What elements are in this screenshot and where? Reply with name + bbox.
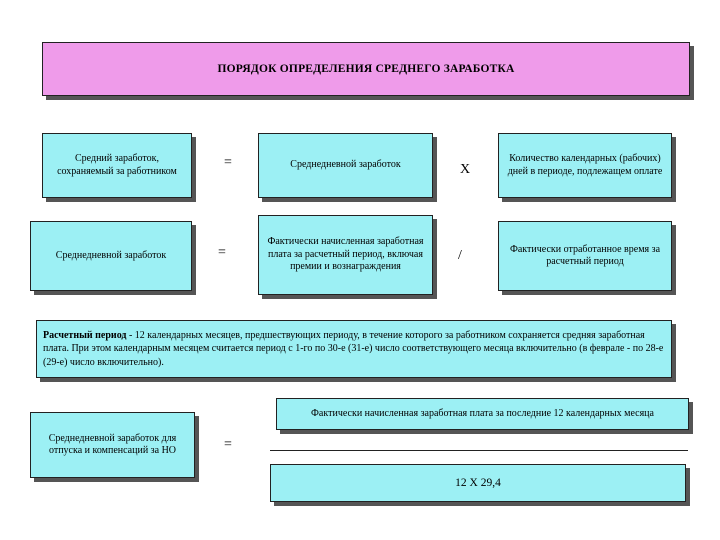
actual-pay-label: Фактически начисленная заработная плата за расчетный период, включая премии и вознаграждения bbox=[267, 236, 424, 273]
title-box bbox=[42, 42, 690, 96]
vacation-daily-earnings-box bbox=[30, 412, 195, 478]
multiply-sign: Х bbox=[459, 162, 471, 177]
actual-pay-box bbox=[258, 215, 433, 295]
actual-time-box bbox=[498, 221, 672, 291]
actual-time-label: Фактически отработанное время за расчетный период bbox=[509, 243, 661, 267]
equals-sign-3: = bbox=[224, 437, 232, 452]
page-title: ПОРЯДОК ОПРЕДЕЛЕНИЯ СРЕДНЕГО ЗАРАБОТКА bbox=[217, 62, 515, 75]
days-paid-label: Количество календарных (рабочих) дней в периоде, подлежащем оплате bbox=[507, 153, 663, 177]
daily-earnings-box-2 bbox=[30, 221, 192, 291]
denominator-label: 12 Х 29,4 bbox=[455, 476, 501, 489]
period-definition-text bbox=[43, 329, 665, 370]
fraction-line bbox=[270, 450, 688, 451]
period-definition: - 12 календарных месяцев, предшествующих периоду, в течение которого за работником сохраняется средняя заработная плата. При этом календарным месяцем считается период с 1-го по 30-е (31-е) число соответствующего месяца включительно (в феврале - по 28-е (29-е) число включительно). bbox=[43, 329, 664, 368]
days-paid-box bbox=[498, 133, 672, 198]
daily-earnings-label-2: Среднедневной заработок bbox=[55, 249, 167, 261]
numerator-label: Фактически начисленная заработная плата за последние 12 календарных месяца bbox=[311, 407, 654, 419]
period-term: Расчетный период bbox=[43, 329, 127, 341]
average-earnings-label: Средний заработок, сохраняемый за работником bbox=[57, 153, 177, 177]
period-definition-box bbox=[36, 320, 672, 378]
daily-earnings-label: Среднедневной заработок bbox=[290, 159, 401, 171]
equals-sign-2: = bbox=[218, 245, 226, 260]
numerator-box bbox=[276, 398, 689, 430]
equals-sign-1: = bbox=[224, 155, 232, 170]
vacation-daily-earnings-label: Среднедневной заработок для отпуска и компенсаций за НО bbox=[48, 432, 177, 456]
divide-sign: / bbox=[458, 248, 462, 263]
denominator-box bbox=[270, 464, 686, 502]
average-earnings-box bbox=[42, 133, 192, 198]
daily-earnings-box bbox=[258, 133, 433, 198]
